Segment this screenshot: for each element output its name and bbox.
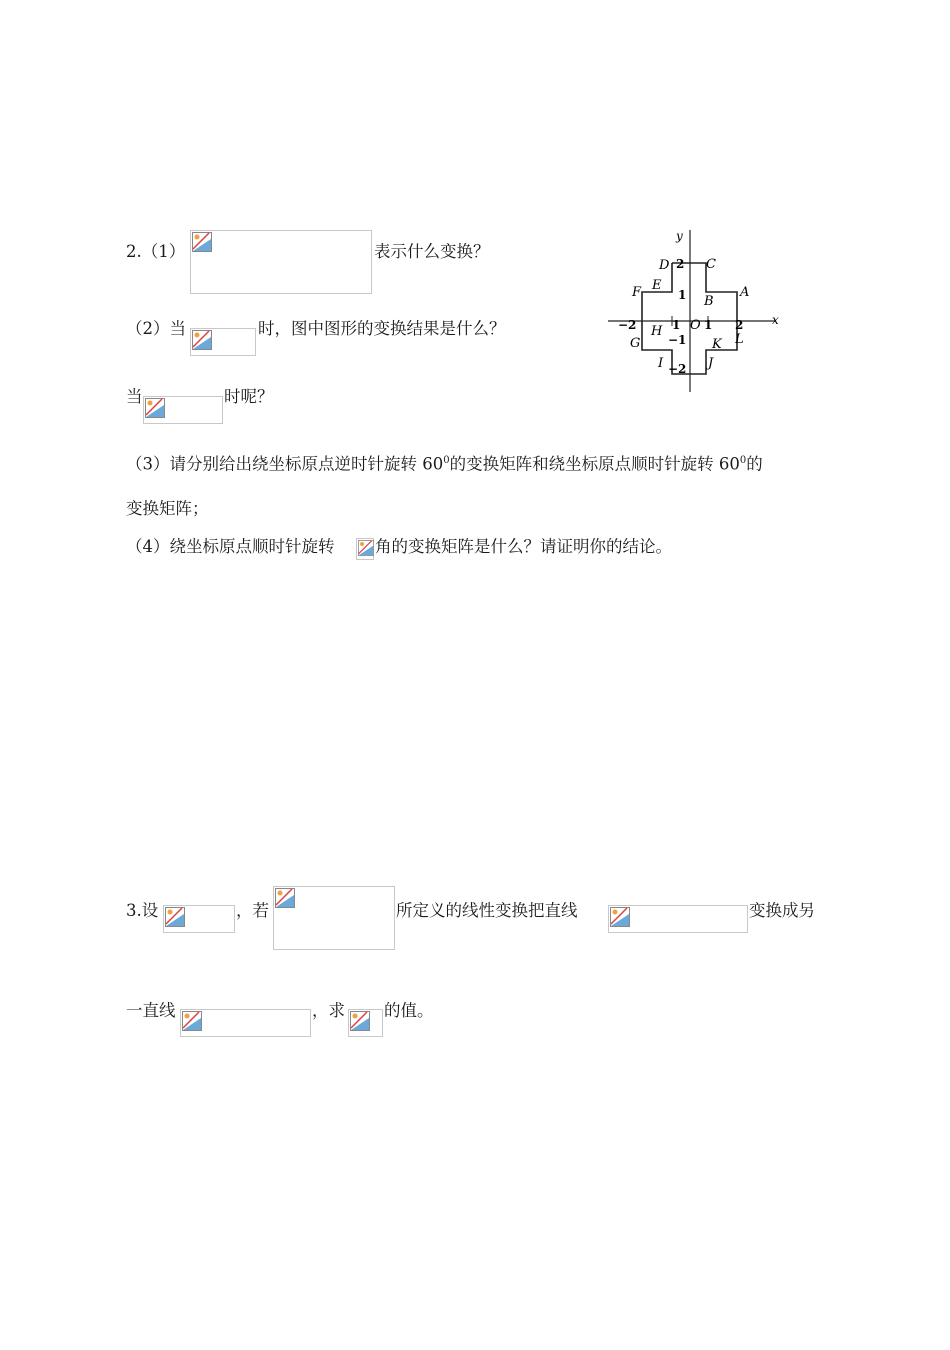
broken-image-icon	[182, 1011, 202, 1031]
angle-image-placeholder	[356, 538, 374, 560]
q2-part3-line2: 变换矩阵；	[126, 499, 209, 518]
point-j-label: J	[708, 356, 714, 371]
x-tick-neg1: 1	[672, 318, 681, 332]
q2-part2-prefix: （2）当	[126, 319, 186, 338]
y-tick-1: 1	[678, 288, 687, 302]
q3-matrix-image-placeholder	[273, 886, 395, 950]
q3-line2-mid: ，求	[312, 1001, 345, 1020]
q3-suffix1: 变换成另	[749, 901, 815, 920]
origin-label: O	[690, 318, 701, 333]
q3-value-image-placeholder	[348, 1009, 383, 1037]
x-tick-1: 1	[704, 318, 713, 332]
point-a-label: A	[740, 285, 750, 300]
broken-image-icon	[165, 907, 185, 927]
broken-image-icon	[350, 1011, 370, 1031]
x-tick-neg2: −2	[618, 318, 637, 332]
q2-part3-text-b: 的变换矩阵和绕坐标原点顺时针旋转 60	[449, 454, 740, 474]
point-k-label: K	[712, 337, 722, 352]
degree-sup-2: 0	[739, 455, 747, 466]
q2-part3-text-c: 的	[746, 454, 763, 474]
point-c-label: C	[706, 257, 716, 272]
x-axis-label: x	[772, 313, 779, 327]
q3-comma1: ，若	[236, 901, 269, 920]
broken-image-icon	[145, 398, 165, 418]
point-h-label: H	[651, 324, 663, 339]
q3-prefix: 3.设	[126, 901, 159, 920]
y-tick-2: 2	[676, 257, 685, 271]
q2-part3-line1	[126, 456, 763, 473]
q3-line2-image-placeholder	[180, 1009, 311, 1037]
q3-middle: 所定义的线性变换把直线	[396, 901, 578, 920]
point-g-label: G	[630, 336, 641, 351]
q2-part2b-suffix: 时呢？	[224, 387, 274, 406]
broken-image-icon	[192, 232, 212, 252]
point-f-label: F	[632, 285, 642, 300]
point-l-label: L	[735, 332, 744, 347]
q3-line2-suffix: 的值。	[384, 1001, 434, 1020]
condition-image-placeholder-1	[190, 328, 256, 356]
point-e-label: E	[652, 278, 662, 293]
broken-image-icon	[358, 540, 374, 556]
point-d-label: D	[659, 258, 670, 273]
q2-part2-suffix: 时，图中图形的变换结果是什么？	[258, 319, 506, 338]
y-tick-neg2: −2	[668, 362, 687, 376]
q3-set-image-placeholder	[163, 905, 235, 933]
x-tick-2: 2	[735, 318, 744, 332]
matrix-image-placeholder	[190, 230, 372, 294]
q3-line2-prefix: 一直线	[126, 1001, 176, 1020]
point-i-label: I	[658, 356, 664, 371]
point-b-label: B	[704, 294, 714, 309]
q2-part3-text-a: （3）请分别给出绕坐标原点逆时针旋转 60	[126, 454, 444, 474]
y-tick-neg1: −1	[668, 333, 687, 347]
coordinate-figure	[604, 226, 784, 398]
q2-part2b-prefix: 当	[126, 387, 143, 406]
broken-image-icon	[610, 907, 630, 927]
q2-part4-prefix: （4）绕坐标原点顺时针旋转	[126, 537, 335, 556]
broken-image-icon	[275, 888, 295, 908]
q2-part1-suffix: 表示什么变换？	[374, 242, 490, 261]
y-axis-label: y	[676, 229, 683, 243]
q2-part1-prefix: 2.（1）	[126, 242, 186, 261]
q3-line-image-placeholder	[608, 905, 748, 933]
q2-part4-suffix: 角的变换矩阵是什么？请证明你的结论。	[375, 537, 672, 556]
broken-image-icon	[192, 330, 212, 350]
condition-image-placeholder-2	[143, 396, 223, 424]
degree-sup-1: 0	[443, 455, 450, 466]
